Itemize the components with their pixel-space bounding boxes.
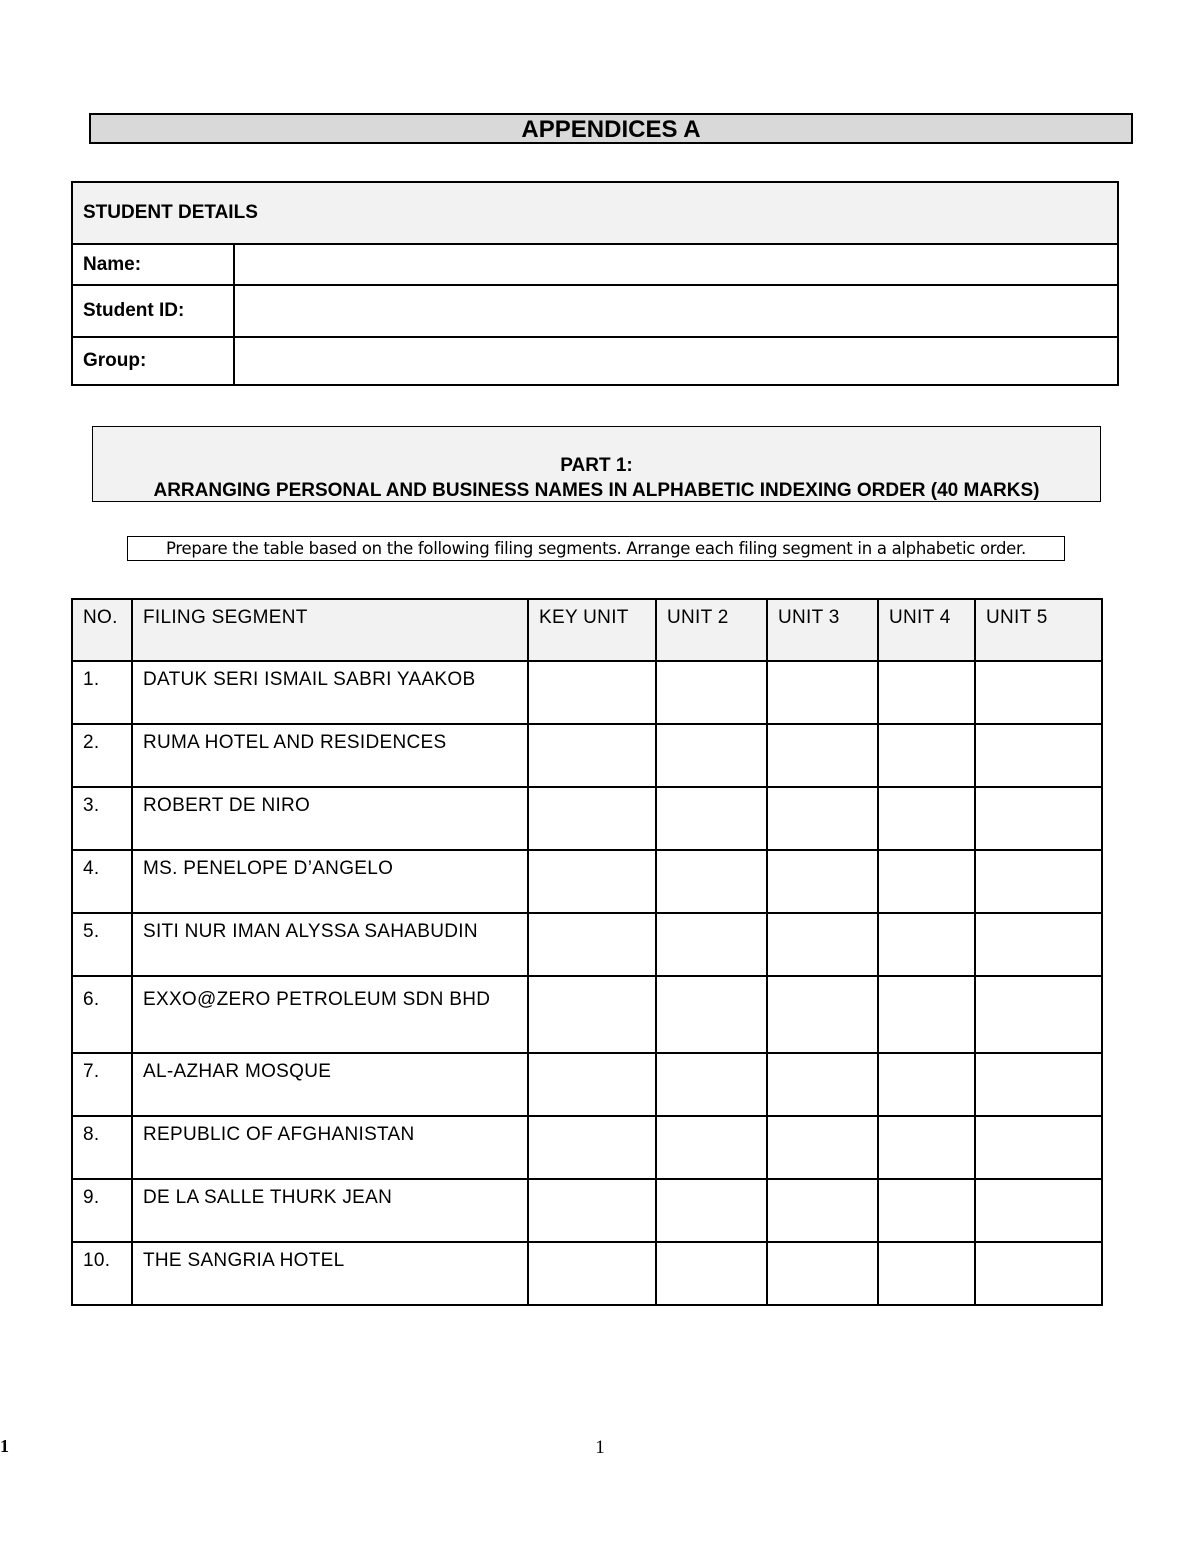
table-row (72, 1053, 1102, 1116)
page-title: APPENDICES A (89, 113, 1133, 144)
unit-4-cell[interactable] (878, 787, 975, 850)
col-header-key-unit: KEY UNIT (528, 599, 656, 661)
table-row (72, 661, 1102, 724)
table-row (72, 1242, 1102, 1305)
filing-segment: RUMA HOTEL AND RESIDENCES (132, 724, 528, 787)
unit-5-cell[interactable] (975, 976, 1102, 1053)
row-number: 10. (72, 1242, 132, 1305)
unit-5-cell[interactable] (975, 850, 1102, 913)
filing-segment: THE SANGRIA HOTEL (132, 1242, 528, 1305)
unit-3-cell[interactable] (767, 724, 878, 787)
part-number: PART 1: (560, 455, 633, 476)
row-number: 5. (72, 913, 132, 976)
table-row (72, 1116, 1102, 1179)
row-number: 9. (72, 1179, 132, 1242)
row-number: 3. (72, 787, 132, 850)
unit-3-cell[interactable] (767, 1053, 878, 1116)
key-unit-cell[interactable] (528, 976, 656, 1053)
unit-2-cell[interactable] (656, 1242, 767, 1305)
table-row (72, 1179, 1102, 1242)
unit-3-cell[interactable] (767, 787, 878, 850)
unit-5-cell[interactable] (975, 724, 1102, 787)
key-unit-cell[interactable] (528, 661, 656, 724)
unit-5-cell[interactable] (975, 1116, 1102, 1179)
filing-segment: DATUK SERI ISMAIL SABRI YAAKOB (132, 661, 528, 724)
filing-segment: AL-AZHAR MOSQUE (132, 1053, 528, 1116)
unit-3-cell[interactable] (767, 1179, 878, 1242)
unit-4-cell[interactable] (878, 724, 975, 787)
col-header-unit-3: UNIT 3 (767, 599, 878, 661)
row-number: 8. (72, 1116, 132, 1179)
student-details-table (71, 181, 1119, 386)
unit-4-cell[interactable] (878, 913, 975, 976)
table-row (72, 913, 1102, 976)
unit-3-cell[interactable] (767, 913, 878, 976)
name-field[interactable] (234, 244, 1118, 285)
unit-5-cell[interactable] (975, 1242, 1102, 1305)
filing-segment: ROBERT DE NIRO (132, 787, 528, 850)
unit-4-cell[interactable] (878, 1053, 975, 1116)
unit-2-cell[interactable] (656, 850, 767, 913)
unit-5-cell[interactable] (975, 787, 1102, 850)
student-id-label: Student ID: (72, 285, 234, 337)
part-title: ARRANGING PERSONAL AND BUSINESS NAMES IN ALPHABETIC INDEXING ORDER (40 MARKS) (153, 480, 1040, 501)
student-details-heading: STUDENT DETAILS (72, 182, 1118, 244)
row-number: 6. (72, 976, 132, 1053)
unit-2-cell[interactable] (656, 976, 767, 1053)
filing-segment: MS. PENELOPE D’ANGELO (132, 850, 528, 913)
unit-3-cell[interactable] (767, 661, 878, 724)
margin-number: 1 (0, 1436, 9, 1456)
unit-2-cell[interactable] (656, 1116, 767, 1179)
key-unit-cell[interactable] (528, 1116, 656, 1179)
unit-5-cell[interactable] (975, 661, 1102, 724)
table-row (72, 787, 1102, 850)
unit-2-cell[interactable] (656, 1053, 767, 1116)
filing-segment: REPUBLIC OF AFGHANISTAN (132, 1116, 528, 1179)
unit-5-cell[interactable] (975, 1179, 1102, 1242)
unit-5-cell[interactable] (975, 1053, 1102, 1116)
row-number: 4. (72, 850, 132, 913)
col-header-unit-4: UNIT 4 (878, 599, 975, 661)
col-header-filing-segment: FILING SEGMENT (132, 599, 528, 661)
table-row (72, 976, 1102, 1053)
unit-2-cell[interactable] (656, 724, 767, 787)
row-number: 2. (72, 724, 132, 787)
unit-3-cell[interactable] (767, 850, 878, 913)
unit-4-cell[interactable] (878, 1242, 975, 1305)
student-id-field[interactable] (234, 285, 1118, 337)
filing-table (71, 598, 1103, 1306)
group-field[interactable] (234, 337, 1118, 385)
filing-segment: SITI NUR IMAN ALYSSA SAHABUDIN (132, 913, 528, 976)
part-heading-box (92, 426, 1101, 502)
table-header-row (72, 599, 1102, 661)
unit-3-cell[interactable] (767, 976, 878, 1053)
row-number: 1. (72, 661, 132, 724)
filing-segment: DE LA SALLE THURK JEAN (132, 1179, 528, 1242)
unit-4-cell[interactable] (878, 661, 975, 724)
filing-segment: EXXO@ZERO PETROLEUM SDN BHD (132, 976, 528, 1053)
group-label: Group: (72, 337, 234, 385)
key-unit-cell[interactable] (528, 724, 656, 787)
key-unit-cell[interactable] (528, 913, 656, 976)
name-label: Name: (72, 244, 234, 285)
unit-4-cell[interactable] (878, 1179, 975, 1242)
unit-3-cell[interactable] (767, 1242, 878, 1305)
unit-4-cell[interactable] (878, 976, 975, 1053)
key-unit-cell[interactable] (528, 1179, 656, 1242)
unit-3-cell[interactable] (767, 1116, 878, 1179)
table-row (72, 850, 1102, 913)
row-number: 7. (72, 1053, 132, 1116)
key-unit-cell[interactable] (528, 1242, 656, 1305)
unit-2-cell[interactable] (656, 913, 767, 976)
col-header-unit-2: UNIT 2 (656, 599, 767, 661)
key-unit-cell[interactable] (528, 1053, 656, 1116)
unit-4-cell[interactable] (878, 850, 975, 913)
unit-5-cell[interactable] (975, 913, 1102, 976)
table-row (72, 724, 1102, 787)
unit-4-cell[interactable] (878, 1116, 975, 1179)
unit-2-cell[interactable] (656, 661, 767, 724)
unit-2-cell[interactable] (656, 787, 767, 850)
key-unit-cell[interactable] (528, 850, 656, 913)
instruction-text: Prepare the table based on the following filing segments. Arrange each filing segment in a alphabetic order. (127, 536, 1065, 561)
page-number: 1 (595, 1437, 605, 1458)
col-header-no: NO. (72, 599, 132, 661)
unit-2-cell[interactable] (656, 1179, 767, 1242)
col-header-unit-5: UNIT 5 (975, 599, 1102, 661)
key-unit-cell[interactable] (528, 787, 656, 850)
